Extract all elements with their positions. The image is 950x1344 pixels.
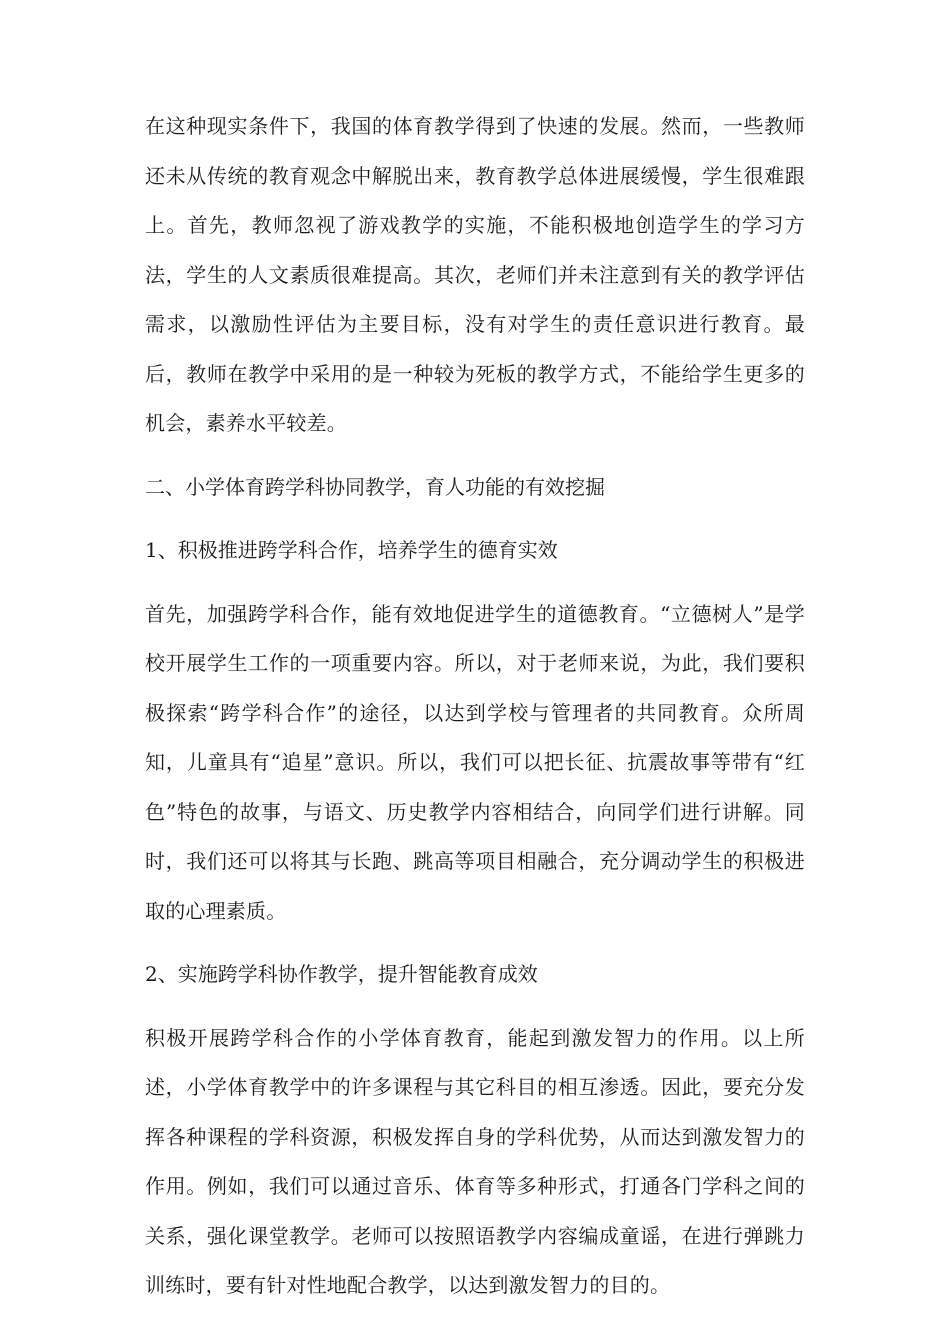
document-body: [145, 102, 805, 1325]
paragraph-moral-education: 首先，加强跨学科合作，能有效地促进学生的道德教育。“立德树人”是学校开展学生工作的一项重要内容。所以，对于老师来说，为此，我们要积极探索“跨学科合作”的途径，以达到学校与管理者的共同教育。众所周知，儿童具有“追星”意识。所以，我们可以把长征、抗震故事等带有“红色”特色的故事，与语文、历史教学内容相结合，向同学们进行讲解。同时，我们还可以将其与长跑、跳高等项目相融合，充分调动学生的积极进取的心理素质。: [145, 601, 805, 923]
subsection-heading-2-2: 2、实施跨学科协作教学，提升智能教育成效: [145, 962, 538, 986]
section-heading-2: 二、小学体育跨学科协同教学，育人功能的有效挖掘: [145, 474, 605, 499]
paragraph-intellectual-education: 积极开展跨学科合作的小学体育教育，能起到激发智力的作用。以上所述，小学体育教学中的许多课程与其它科目的相互渗透。因此，要充分发挥各种课程的学科资源，积极发挥自身的学科优势，从而达到激发智力的作用。例如，我们可以通过音乐、体育等多种形式，打通各门学科之间的关系，强化课堂教学。老师可以按照语教学内容编成童谣，在进行弹跳力训练时，要有针对性地配合教学，以达到激发智力的目的。: [145, 1025, 805, 1297]
subsection-heading-2-1: 1、积极推进跨学科合作，培养学生的德育实效: [145, 538, 558, 562]
paragraph-situation: 在这种现实条件下，我国的体育教学得到了快速的发展。然而，一些教师还未从传统的教育观念中解脱出来，教育教学总体进展缓慢，学生很难跟上。首先，教师忽视了游戏教学的实施，不能积极地创造学生的学习方法，学生的人文素质很难提高。其次，老师们并未注意到有关的教学评估需求，以激励性评估为主要目标，没有对学生的责任意识进行教育。最后，教师在教学中采用的是一种较为死板的教学方式，不能给学生更多的机会，素养水平较差。: [145, 114, 805, 435]
